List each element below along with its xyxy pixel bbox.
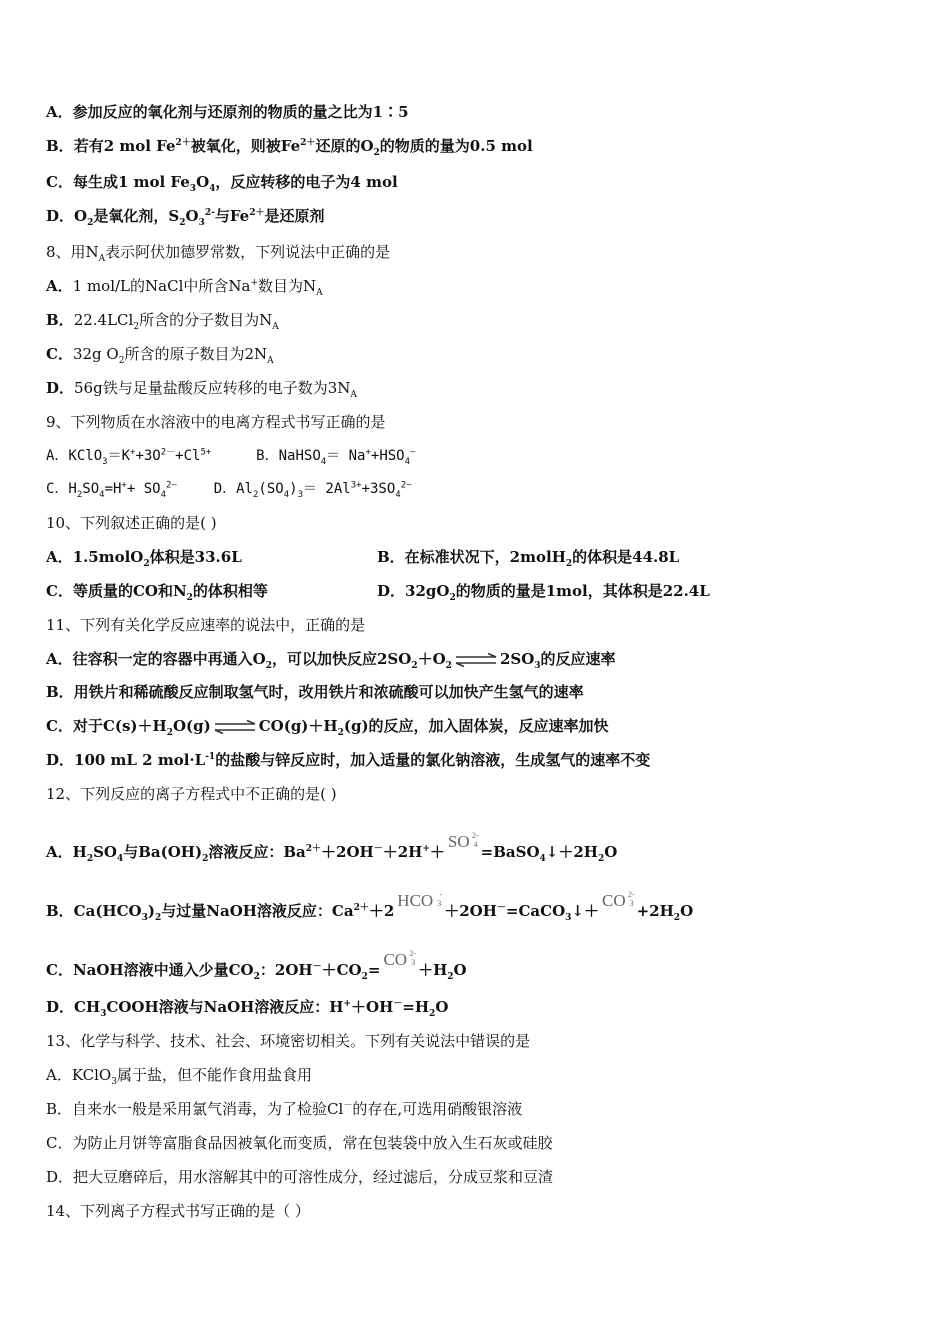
- text: 10、下列叙述正确的是( ): [46, 514, 217, 532]
- text: 的反应速率: [540, 650, 616, 668]
- sub: A: [272, 322, 279, 332]
- text: B．在标准状况下，2molH: [377, 548, 566, 566]
- text: O: [185, 207, 199, 225]
- carbonate-ion-image: [601, 890, 635, 911]
- text: 的物质的量是1mol，其体积是22.4L: [455, 582, 710, 600]
- option-label: C．: [46, 345, 73, 363]
- q9-option-b: [256, 447, 416, 467]
- text: =: [367, 961, 381, 979]
- text: ＋CO: [321, 961, 362, 979]
- text: O: [604, 843, 618, 861]
- q8-option-d: [46, 378, 357, 398]
- text: 被氧化，则被Fe: [190, 137, 301, 155]
- ion-text: SO: [447, 832, 470, 851]
- q11-option-a: [46, 649, 616, 669]
- option-label: B．: [46, 311, 74, 329]
- text: ＋OH: [351, 998, 394, 1016]
- text: SO: [93, 843, 117, 861]
- text: ＋O: [417, 650, 446, 668]
- option-text: 参加反应的氧化剂与还原剂的物质的量之比为1∶5: [72, 103, 409, 121]
- sub: 4: [320, 456, 327, 467]
- text: ＋: [429, 843, 445, 861]
- text: C．H: [46, 481, 77, 497]
- text: 的物质的量为0.5 mol: [379, 137, 533, 155]
- text: 2SO: [499, 650, 535, 668]
- sulfate-ion-image: [447, 831, 479, 852]
- text: COOH溶液与NaOH溶液反应：H: [106, 998, 344, 1016]
- q9-option-d: [213, 480, 412, 500]
- text: ＋2: [368, 902, 395, 920]
- ion-sub: 3: [437, 899, 442, 908]
- sub: 2: [253, 489, 259, 500]
- text: 56g铁与足量盐酸反应转移的电子数为3N: [74, 379, 351, 397]
- sub: 2: [202, 854, 209, 864]
- sup: +: [422, 844, 430, 854]
- ion-text: CO: [601, 891, 626, 910]
- sub: 3: [100, 1009, 107, 1019]
- q11-stem: [46, 615, 365, 635]
- bicarbonate-ion-image: [397, 890, 443, 911]
- sup: －: [312, 962, 322, 972]
- text: 体积是33.6L: [149, 548, 242, 566]
- text: A．KClO: [46, 1066, 112, 1084]
- text: 32g O: [72, 345, 119, 363]
- sub: 2: [565, 559, 573, 569]
- sub: A: [98, 254, 106, 264]
- ion-charge: 2-: [409, 949, 417, 958]
- sup: 2＋: [305, 844, 322, 854]
- q13-option-a: [46, 1065, 312, 1085]
- text: +HSO: [370, 448, 405, 464]
- sup: ―: [410, 447, 416, 458]
- sub: 2: [373, 148, 380, 158]
- text: D．CH: [46, 998, 101, 1016]
- sup: 2＋: [249, 208, 265, 218]
- text: ): [147, 902, 155, 920]
- q10-option-d: [377, 581, 710, 601]
- text: C．对于C(s)＋H: [46, 717, 167, 735]
- sup: 2-: [204, 208, 215, 218]
- text: 所含的原子数目为2N: [124, 345, 268, 363]
- text: 12、下列反应的离子方程式中不正确的是( ): [46, 785, 337, 803]
- q9-option-c: [46, 480, 177, 500]
- carbonate-ion-image: [383, 949, 417, 970]
- text: B．自来水一般是采用氯气消毒，为了检验Cl: [46, 1100, 344, 1118]
- sub: 2: [673, 913, 681, 923]
- q7-option-c: [46, 172, 398, 192]
- text: 1 mol/L的NaCl中所含Na: [72, 277, 251, 295]
- text: 的体积是44.8L: [572, 548, 680, 566]
- sub: 4: [99, 489, 105, 500]
- sup: －: [393, 999, 403, 1009]
- q9-options-cd: [46, 479, 412, 499]
- sub: 2: [179, 218, 186, 228]
- text: (g)的反应，加入固体炭，反应速率加快: [343, 717, 609, 735]
- ion-charge: 2-: [627, 890, 635, 899]
- sup: -1: [205, 752, 216, 762]
- q8-option-c: [46, 344, 274, 364]
- text: 是还原剂: [264, 207, 325, 225]
- sup: 2―: [165, 480, 177, 491]
- q10-option-a: [46, 547, 242, 567]
- sub: 2: [133, 322, 140, 332]
- sub: 2: [87, 218, 94, 228]
- sup: 2－: [160, 447, 176, 458]
- sup: +: [250, 278, 258, 288]
- text: +3O: [135, 448, 161, 464]
- text: 8、用N: [46, 243, 99, 261]
- text: ：2OH: [259, 961, 313, 979]
- q13-option-d: [46, 1167, 553, 1187]
- text: D．把大豆磨碎后，用水溶解其中的可溶性成分，经过滤后，分成豆浆和豆渣: [46, 1168, 554, 1186]
- sup: 3+: [350, 480, 362, 491]
- sub: 4: [539, 854, 546, 864]
- text: 表示阿伏加德罗常数，下列说法中正确的是: [105, 243, 391, 261]
- sub: 3: [141, 913, 148, 923]
- option-label: D．: [46, 207, 75, 225]
- text: +3SO: [361, 481, 396, 497]
- text: A．KClO: [46, 448, 103, 464]
- option-label: A．: [46, 277, 73, 295]
- sub: 2: [253, 972, 260, 982]
- text: 所含的分子数目为N: [139, 311, 273, 329]
- text: 溶液反应：Ba: [208, 843, 306, 861]
- sub: 2: [186, 593, 193, 603]
- sub: A: [267, 356, 274, 366]
- text: ＋H: [418, 961, 448, 979]
- sup: 2＋: [300, 138, 316, 148]
- text: D．100 mL 2 mol·L: [46, 751, 206, 769]
- ion-text: HCO: [397, 891, 434, 910]
- text: ↓＋: [571, 902, 599, 920]
- equilibrium-arrow-icon: [213, 720, 257, 734]
- text: 是氧化剂，S: [93, 207, 180, 225]
- q13-option-c: [46, 1133, 552, 1153]
- q10-option-c: [46, 581, 268, 601]
- text: ): [289, 481, 298, 497]
- text: ，可以加快反应2SO: [271, 650, 412, 668]
- sub: 3: [111, 1077, 117, 1087]
- sub: 3: [565, 913, 572, 923]
- option-label: C．: [46, 173, 73, 191]
- text: =H: [104, 481, 122, 497]
- text: O: [435, 998, 449, 1016]
- sub: 3: [534, 661, 541, 671]
- text: A．往容积一定的容器中再通入O: [46, 650, 266, 668]
- text: 若有2 mol Fe: [73, 137, 176, 155]
- sub: 3: [102, 456, 108, 467]
- text: ，反应转移的电子为4 mol: [215, 173, 398, 191]
- sub: 2: [118, 356, 125, 366]
- sub: 4: [160, 489, 166, 500]
- ion-text: CO: [383, 950, 408, 969]
- text: D．32gO: [377, 582, 450, 600]
- q13-option-b: [46, 1099, 522, 1119]
- text: O: [680, 902, 694, 920]
- sub: A: [350, 390, 357, 400]
- text: O: [196, 173, 210, 191]
- sub: 2: [429, 1009, 436, 1019]
- sub: 4: [283, 489, 290, 500]
- sup: －: [343, 1101, 353, 1111]
- text: + SO: [126, 481, 161, 497]
- ion-charge: 2-: [471, 831, 479, 840]
- sup: +: [343, 999, 352, 1009]
- text: 的体积相等: [192, 582, 268, 600]
- text: ＝K: [107, 448, 131, 464]
- text: C．为防止月饼等富脂食品因被氧化而变质，常在包装袋中放入生石灰或硅胶: [46, 1134, 553, 1152]
- sub: 2: [86, 854, 94, 864]
- sup: －: [496, 903, 506, 913]
- ion-sub: 4: [473, 840, 478, 849]
- sup: 2＋: [353, 903, 369, 913]
- text: 13、化学与科学、技术、社会、环境密切相关。下列有关说法中错误的是: [46, 1032, 531, 1050]
- text: 数目为N: [257, 277, 317, 295]
- sup: +: [365, 447, 371, 458]
- ion-charge: -: [439, 890, 443, 899]
- sup: 2＋: [175, 138, 191, 148]
- text: =BaSO: [480, 843, 540, 861]
- text: ＝ 2Al: [303, 481, 351, 497]
- text: 每生成1 mol Fe: [72, 173, 190, 191]
- text: =CaCO: [505, 902, 566, 920]
- text: +Cl: [175, 448, 201, 464]
- text: ↓＋2H: [545, 843, 598, 861]
- q9-option-a: [46, 447, 212, 467]
- text: C．等质量的CO和N: [46, 582, 187, 600]
- text: 14、下列离子方程式书写正确的是（ ）: [46, 1202, 310, 1220]
- text: 的存在,可选用硝酸银溶液: [352, 1100, 523, 1118]
- sub: 2: [411, 661, 418, 671]
- text: B．NaHSO: [256, 448, 321, 464]
- text: 属于盐，但不能作食用盐食用: [116, 1066, 312, 1084]
- equilibrium-arrow-icon: [454, 653, 498, 667]
- text: A．1.5molO: [46, 548, 144, 566]
- q7-option-d: [46, 206, 324, 226]
- sup: +: [121, 480, 127, 491]
- text: 与过量NaOH溶液反应：Ca: [161, 902, 354, 920]
- sub: 2: [445, 661, 452, 671]
- sub: A: [316, 288, 323, 298]
- sup: +: [130, 447, 136, 458]
- text: O: [453, 961, 467, 979]
- sub: 4: [116, 854, 124, 864]
- sub: 2: [449, 593, 456, 603]
- text: 与Fe: [214, 207, 250, 225]
- text: O(g): [172, 717, 211, 735]
- q8-option-a: [46, 276, 323, 296]
- sup: －: [373, 844, 383, 854]
- sub: 3: [297, 489, 303, 500]
- text: 22.4LCl: [73, 311, 134, 329]
- q7-option-b: [46, 136, 533, 156]
- sub: 2: [155, 913, 162, 923]
- q12-option-c: [46, 950, 467, 980]
- text: SO: [82, 481, 100, 497]
- option-label: D．: [46, 379, 75, 397]
- text: (SO: [258, 481, 284, 497]
- q12-stem: [46, 784, 337, 804]
- sub: 2: [166, 728, 173, 738]
- sub: 4: [395, 489, 401, 500]
- text: +2H: [636, 902, 674, 920]
- q9-options-ab: [46, 446, 415, 466]
- text: CO(g)＋H: [258, 717, 338, 735]
- text: ＋2OH: [321, 843, 374, 861]
- text: =H: [402, 998, 430, 1016]
- text: 11、下列有关化学反应速率的说法中，正确的是: [46, 616, 366, 634]
- q11-option-c: [46, 716, 609, 736]
- text: ＝ Na: [326, 448, 366, 464]
- q8-stem: [46, 242, 390, 262]
- q9-stem: [46, 412, 386, 432]
- sub: 2: [143, 559, 150, 569]
- ion-sub: 3: [411, 958, 416, 967]
- q12-option-d: [46, 997, 448, 1017]
- q11-option-d: [46, 750, 650, 770]
- text: ＋2H: [382, 843, 423, 861]
- sub: 4: [209, 184, 216, 194]
- text: B．用铁片和稀硫酸反应制取氢气时，改用铁片和浓硫酸可以加快产生氢气的速率: [46, 683, 584, 701]
- q11-option-b: [46, 682, 584, 702]
- q8-option-b: [46, 310, 279, 330]
- q14-stem: [46, 1201, 310, 1221]
- text: D．Al: [213, 481, 253, 497]
- option-label: B．: [46, 137, 74, 155]
- q12-option-a: [46, 832, 617, 862]
- sub: 4: [404, 456, 411, 467]
- sup: 2―: [400, 480, 412, 491]
- text: O: [74, 207, 88, 225]
- sub: 2: [597, 854, 605, 864]
- option-label: A．: [46, 103, 73, 121]
- q13-stem: [46, 1031, 530, 1051]
- sub: 2: [361, 972, 368, 982]
- text: A．H: [46, 843, 87, 861]
- text: 的盐酸与锌反应时，加入适量的氯化钠溶液，生成氢气的速率不变: [215, 751, 651, 769]
- sub: 2: [337, 728, 344, 738]
- q10-stem: [46, 513, 217, 533]
- q7-option-a: [46, 102, 409, 122]
- text: ＋2OH: [444, 902, 497, 920]
- sub: 2: [447, 972, 454, 982]
- text: B．Ca(HCO: [46, 902, 142, 920]
- ion-sub: 3: [629, 899, 634, 908]
- q12-option-b: [46, 891, 693, 921]
- sup: 5+: [200, 447, 212, 458]
- text: 还原的O: [315, 137, 374, 155]
- sub: 2: [265, 661, 272, 671]
- text: C．NaOH溶液中通入少量CO: [46, 961, 254, 979]
- text: 与Ba(OH): [123, 843, 203, 861]
- sub: 3: [198, 218, 205, 228]
- sub: 2: [76, 489, 83, 500]
- sub: 3: [189, 184, 197, 194]
- q10-option-b: [377, 547, 679, 567]
- text: 9、下列物质在水溶液中的电离方程式书写正确的是: [46, 413, 386, 431]
